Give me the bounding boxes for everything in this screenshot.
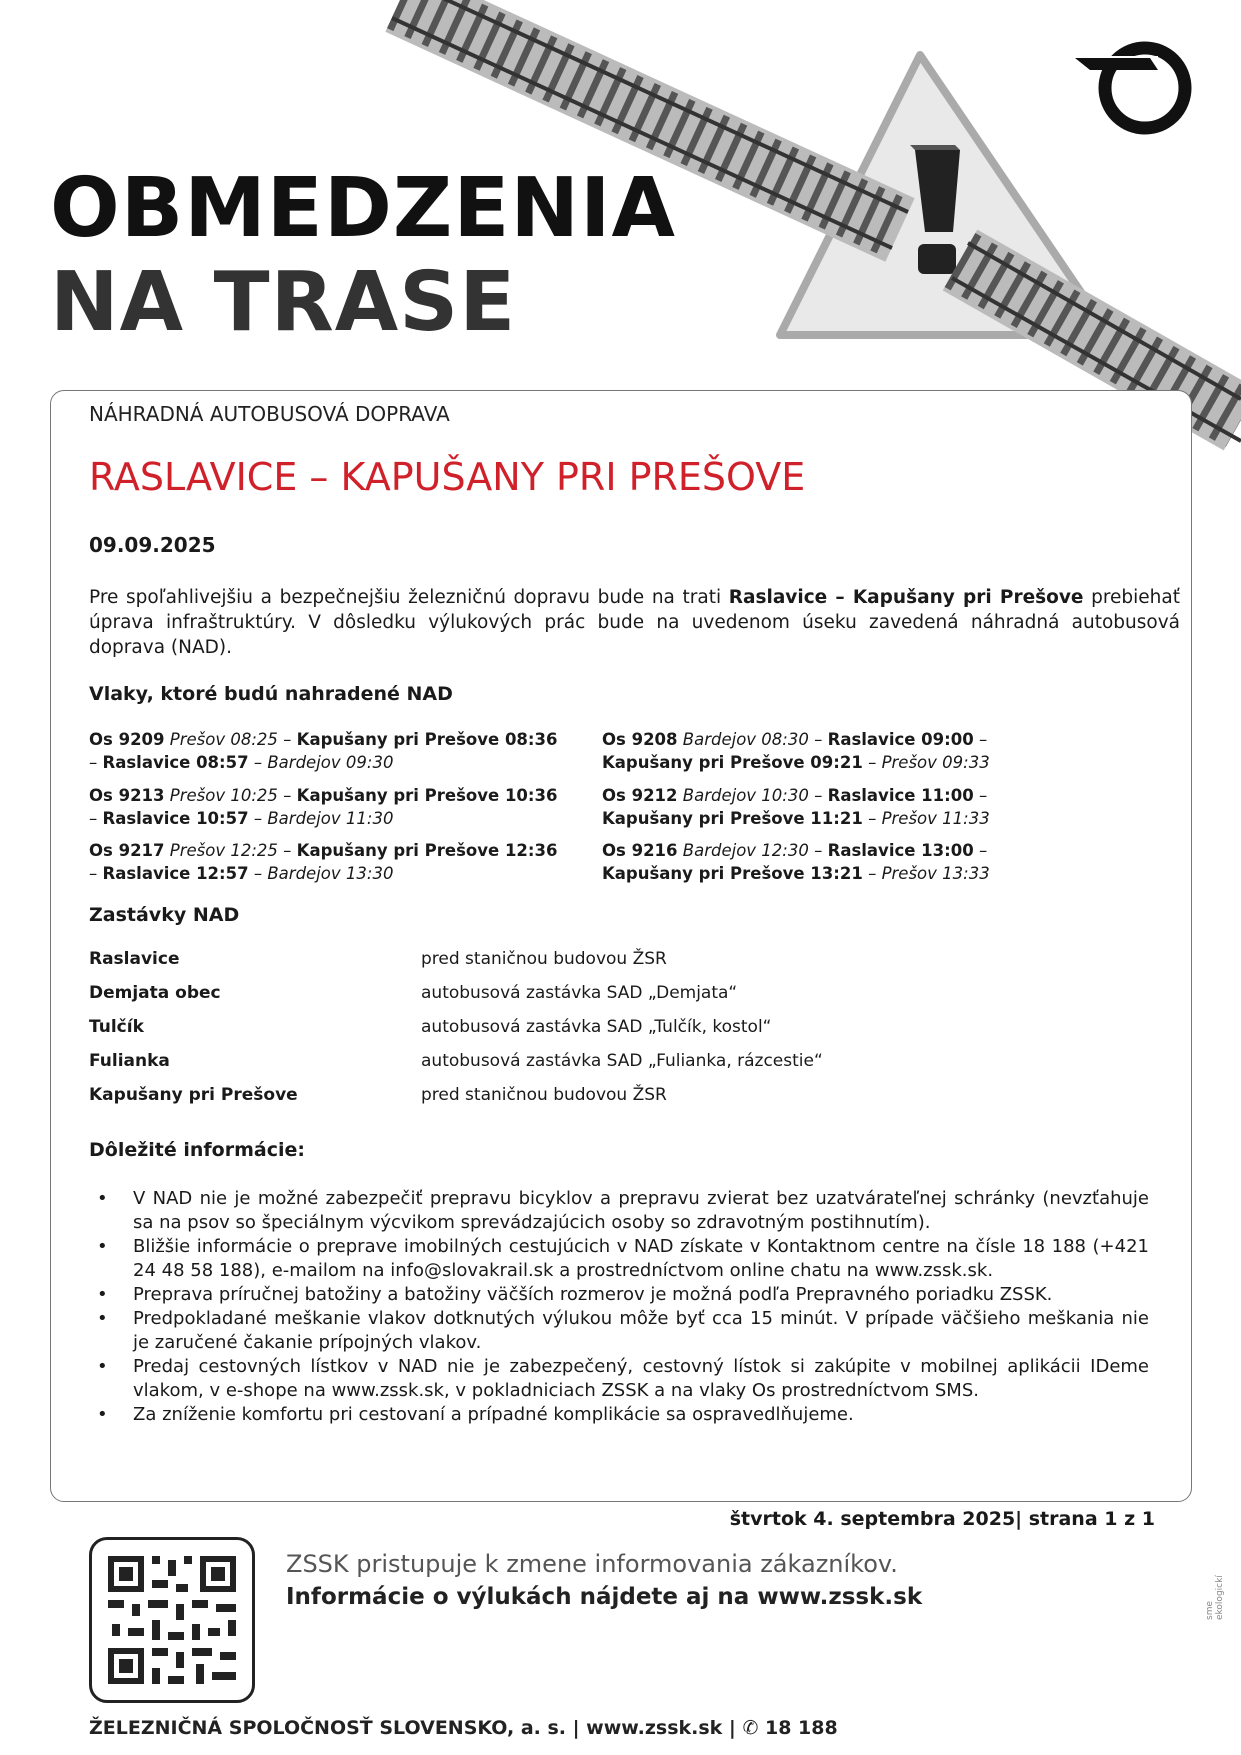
- zssk-logo-icon: [1072, 48, 1185, 128]
- info-list: [89, 1187, 1149, 1427]
- notice-category: NÁHRADNÁ AUTOBUSOVÁ DOPRAVA: [89, 402, 450, 426]
- company-footer: ŽELEZNIČNÁ SPOLOČNOSŤ SLOVENSKO, a. s. | www.zssk.sk | ✆ 18 188: [89, 1717, 838, 1739]
- notice-date: 09.09.2025: [89, 533, 216, 557]
- train-item: Os 9208 Bardejov 08:30 – Raslavice 09:00 – Kapušany pri Prešove 09:21 – Prešov 09:33: [602, 730, 990, 772]
- qr-code-icon: [92, 1540, 252, 1700]
- list-item: • V NAD nie je možné zabezpečiť prepravu bicyklov a prepravu zvierat bez uzatvárateľnej schránky (nevzťahuje sa na psov so špeciálnym výcvikom sprevádzajúcich osoby so zdravotným postihnutím).: [97, 1188, 1149, 1233]
- train-item: Os 9216 Bardejov 12:30 – Raslavice 13:00 – Kapušany pri Prešove 13:21 – Prešov 13:33: [602, 841, 990, 883]
- stops-heading: Zastávky NAD: [89, 904, 240, 926]
- info-heading: Dôležité informácie:: [89, 1139, 305, 1161]
- trains-heading: Vlaky, ktoré budú nahradené NAD: [89, 683, 453, 705]
- train-item: Os 9212 Bardejov 10:30 – Raslavice 11:00 – Kapušany pri Prešove 11:21 – Prešov 11:33: [602, 786, 990, 828]
- list-item: • Za zníženie komfortu pri cestovaní a prípadné komplikácie sa ospravedlňujeme.: [97, 1404, 854, 1425]
- page-heading-line2: NA TRASE: [50, 255, 517, 350]
- qr-code[interactable]: [89, 1537, 255, 1703]
- notice-route-title: RASLAVICE – KAPUŠANY PRI PREŠOVE: [89, 455, 806, 499]
- stop-name: Fulianka: [89, 1051, 170, 1071]
- train-item: Os 9209 Prešov 08:25 – Kapušany pri Prešove 08:36 – Raslavice 08:57 – Bardejov 09:30: [89, 730, 558, 772]
- stop-name: Kapušany pri Prešove: [89, 1085, 298, 1105]
- stop-description: autobusová zastávka SAD „Demjata“: [421, 983, 738, 1003]
- stop-description: autobusová zastávka SAD „Tulčík, kostol“: [421, 1017, 772, 1037]
- stop-description: pred staničnou budovou ŽSR: [421, 1085, 667, 1105]
- stop-description: pred staničnou budovou ŽSR: [421, 949, 667, 969]
- eco-label: sme ekologickí: [1205, 1575, 1225, 1620]
- stop-name: Tulčík: [89, 1017, 144, 1037]
- train-item: Os 9213 Prešov 10:25 – Kapušany pri Prešove 10:36 – Raslavice 10:57 – Bardejov 11:30: [89, 786, 558, 828]
- list-item: • Bližšie informácie o preprave imobilných cestujúcich v NAD získate v Kontaktnom centre na čísle 18 188 (+421 24 48 58 188), e-mailom na info@slovakrail.sk a prostredníctvom online chatu na www.zssk.sk.: [97, 1236, 1149, 1281]
- notice-intro: Pre spoľahlivejšiu a bezpečnejšiu železničnú dopravu bude na trati Raslavice – Kapušany pri Prešove prebiehať úprava infraštruktúry. V dôsledku výlukových prác bude na uvedenom úseku zavedená náhradná autobusová doprava (NAD).: [89, 587, 1180, 658]
- stop-description: autobusová zastávka SAD „Fulianka, rázcestie“: [421, 1051, 823, 1071]
- train-item: Os 9217 Prešov 12:25 – Kapušany pri Prešove 12:36 – Raslavice 12:57 – Bardejov 13:30: [89, 841, 558, 883]
- stop-name: Demjata obec: [89, 983, 221, 1003]
- list-item: • Predaj cestovných lístkov v NAD nie je zabezpečený, cestovný lístok si zakúpite v mobilnej aplikácii IDeme vlakom, v e-shope na www.zssk.sk, v pokladniciach ZSSK a na vlaky Os prostredníctvom SMS.: [97, 1356, 1149, 1401]
- page-heading-line1: OBMEDZENIA: [50, 161, 676, 256]
- footer-date-page: štvrtok 4. septembra 2025| strana 1 z 1: [729, 1508, 1155, 1530]
- list-item: • Predpokladané meškanie vlakov dotknutých výlukou môže byť cca 15 minút. V prípade väčšieho meškania nie je zaručené čakanie prípojných vlakov.: [97, 1308, 1149, 1353]
- stop-name: Raslavice: [89, 949, 180, 969]
- promo-line-1: ZSSK pristupuje k zmene informovania zákazníkov.: [286, 1550, 898, 1578]
- promo-line-2[interactable]: Informácie o výlukách nájdete aj na www.zssk.sk: [286, 1584, 923, 1610]
- list-item: • Preprava príručnej batožiny a batožiny väčších rozmerov je možná podľa Prepravného poriadku ZSSK.: [97, 1284, 1053, 1305]
